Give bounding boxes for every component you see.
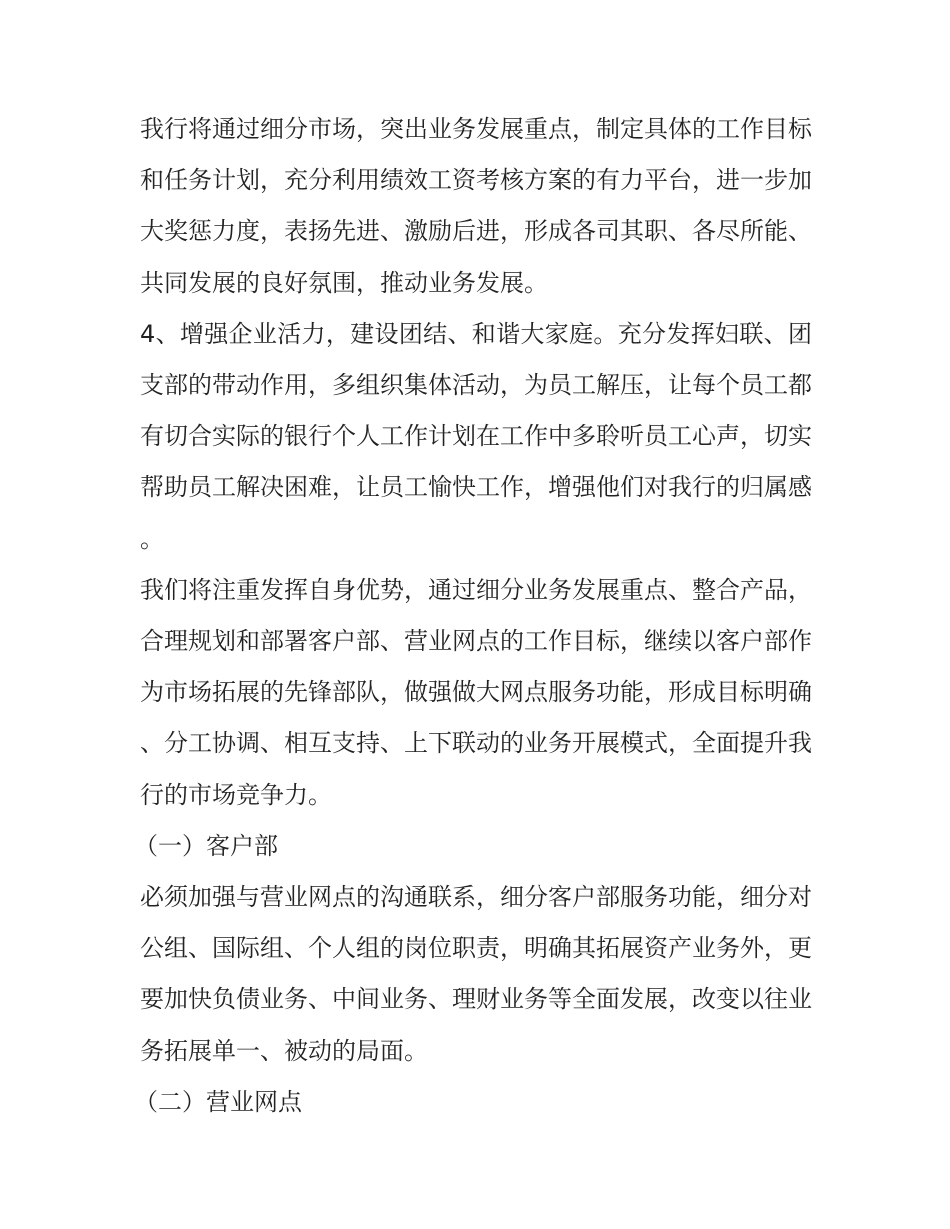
document-page — [134, 104, 812, 1128]
paragraph-market-competitiveness: 我们将注重发挥自身优势，通过细分业务发展重点、整合产品，合理规划和部署客户部、营业网点的工作目标，继续以客户部作为市场拓展的先锋部队，做强做大网点服务功能，形成目标明确、分工协调、相互支持、上下联动的业务开展模式，全面提升我行的市场竞争力。 — [140, 575, 812, 809]
paragraph-customer-dept: 必须加强与营业网点的沟通联系，细分客户部服务功能，细分对公组、国际组、个人组的岗位职责，明确其拓展资产业务外，更要加快负债业务、中间业务、理财业务等全面发展，改变以往业务拓展单一、被动的局面。 — [140, 883, 812, 1065]
section-heading-business-outlets: （二）营业网点 — [134, 1087, 302, 1116]
paragraph-enterprise-vitality: 4、增强企业活力，建设团结、和谐大家庭。充分发挥妇联、团支部的带动作用，多组织集体活动，为员工解压，让每个员工都有切合实际的银行个人工作计划在工作中多聆听员工心声，切实帮助员工解决困难，让员工愉快工作，增强他们对我行的归属感。 — [140, 319, 812, 553]
paragraph-performance-plan: 我行将通过细分市场，突出业务发展重点，制定具体的工作目标和任务计划，充分利用绩效工资考核方案的有力平台，进一步加大奖惩力度，表扬先进、激励后进，形成各司其职、各尽所能、共同发展的良好氛围，推动业务发展。 — [140, 115, 812, 297]
section-heading-customer-dept: （一）客户部 — [134, 831, 278, 860]
